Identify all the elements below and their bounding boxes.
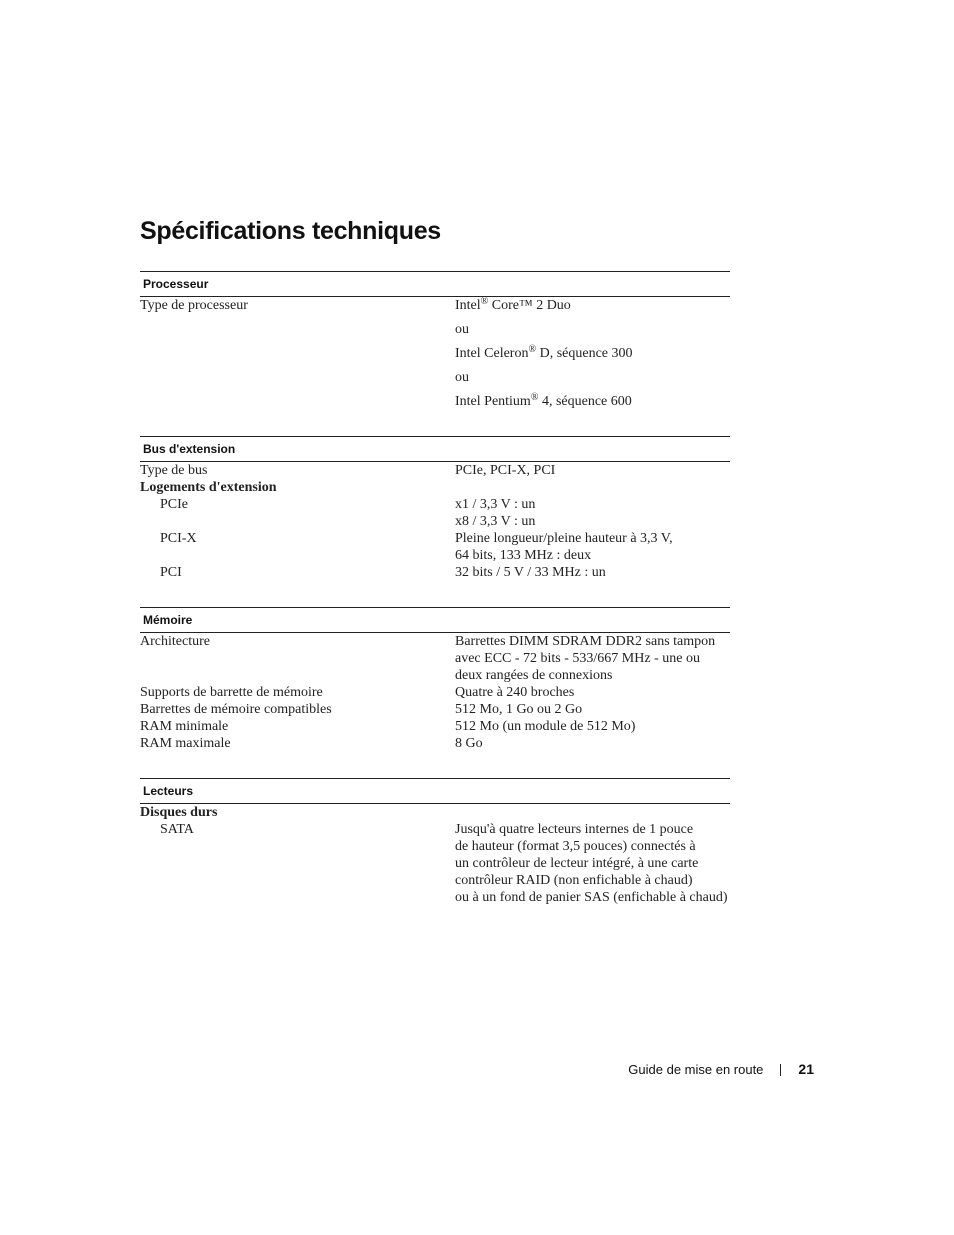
row-value: x1 / 3,3 V : un bbox=[455, 497, 536, 512]
table-row bbox=[140, 735, 730, 752]
page-title: Spécifications techniques bbox=[140, 217, 441, 245]
cpu-pentium: Intel Pentium bbox=[455, 394, 531, 409]
value-line: contrôleur RAID (non enfichable à chaud) bbox=[455, 873, 693, 888]
value-line: de hauteur (format 3,5 pouces) connectés à bbox=[455, 839, 696, 854]
cpu-pentium-rest: 4, séquence 600 bbox=[538, 394, 632, 409]
spec-table bbox=[140, 271, 730, 906]
section-heading: Mémoire bbox=[140, 608, 730, 633]
row-label: PCI bbox=[160, 565, 182, 580]
value-line: Jusqu'à quatre lecteurs internes de 1 pouce bbox=[455, 822, 694, 837]
guide-title: Guide de mise en route bbox=[628, 1062, 764, 1077]
row-value: PCIe, PCI-X, PCI bbox=[455, 463, 556, 478]
table-row bbox=[140, 530, 730, 564]
row-label: Type de bus bbox=[140, 463, 208, 478]
value-line: Barrettes DIMM SDRAM DDR2 sans tampon bbox=[455, 634, 716, 649]
value-line: 64 bits, 133 MHz : deux bbox=[455, 548, 592, 563]
row-value bbox=[455, 297, 730, 411]
registered-mark: ® bbox=[528, 344, 537, 355]
row-label: RAM minimale bbox=[140, 719, 229, 734]
section-header-processeur bbox=[140, 272, 730, 297]
row-value: 512 Mo, 1 Go ou 2 Go bbox=[455, 702, 583, 717]
value-line: ou à un fond de panier SAS (enfichable à chaud) bbox=[455, 890, 728, 905]
row-label: RAM maximale bbox=[140, 736, 231, 751]
row-value bbox=[455, 633, 730, 685]
footer-divider bbox=[780, 1064, 781, 1076]
cpu-celeron: Intel Celeron bbox=[455, 346, 529, 361]
value-line: Pleine longueur/pleine hauteur à 3,3 V, bbox=[455, 531, 673, 546]
table-row bbox=[140, 821, 730, 906]
row-value bbox=[455, 821, 730, 906]
row-label: Supports de barrette de mémoire bbox=[140, 685, 323, 700]
row-value: 8 Go bbox=[455, 736, 483, 751]
table-row bbox=[140, 513, 730, 530]
section-heading: Lecteurs bbox=[140, 779, 730, 804]
section-header-lecteurs bbox=[140, 779, 730, 804]
table-row bbox=[140, 496, 730, 513]
row-label: Barrettes de mémoire compatibles bbox=[140, 702, 332, 717]
table-row bbox=[140, 804, 730, 822]
page-number: 21 bbox=[798, 1061, 814, 1077]
value-line: un contrôleur de lecteur intégré, à une carte bbox=[455, 856, 699, 871]
or-text: ou bbox=[455, 322, 469, 337]
page-footer bbox=[628, 1061, 814, 1077]
row-value: 512 Mo (un module de 512 Mo) bbox=[455, 719, 636, 734]
cpu-celeron-rest: D, séquence 300 bbox=[536, 346, 633, 361]
row-value bbox=[455, 530, 730, 564]
section-heading: Bus d'extension bbox=[140, 437, 730, 462]
row-label: Disques durs bbox=[140, 805, 218, 820]
cpu-intel: Intel bbox=[455, 298, 481, 313]
table-row bbox=[140, 718, 730, 735]
row-value: 32 bits / 5 V / 33 MHz : un bbox=[455, 565, 606, 580]
section-header-memoire bbox=[140, 608, 730, 633]
table-row bbox=[140, 479, 730, 496]
value-line: avec ECC - 72 bits - 533/667 MHz - une ou bbox=[455, 651, 700, 666]
registered-mark: ® bbox=[480, 296, 489, 307]
table-row bbox=[140, 684, 730, 701]
table-row bbox=[140, 564, 730, 581]
table-row bbox=[140, 462, 730, 480]
table-row bbox=[140, 633, 730, 685]
row-label: Type de processeur bbox=[140, 298, 248, 313]
section-header-bus bbox=[140, 437, 730, 462]
row-label: Architecture bbox=[140, 634, 210, 649]
row-label: PCIe bbox=[160, 497, 188, 512]
row-label: PCI-X bbox=[160, 531, 197, 546]
row-value: Quatre à 240 broches bbox=[455, 685, 575, 700]
row-label: Logements d'extension bbox=[140, 480, 277, 495]
table-row bbox=[140, 701, 730, 718]
or-text: ou bbox=[455, 370, 469, 385]
row-label: SATA bbox=[160, 822, 194, 837]
row-value: x8 / 3,3 V : un bbox=[455, 514, 536, 529]
registered-mark: ® bbox=[530, 392, 539, 403]
cpu-core2: Core™ 2 Duo bbox=[488, 298, 571, 313]
table-row bbox=[140, 297, 730, 411]
value-line: deux rangées de connexions bbox=[455, 668, 613, 683]
section-heading: Processeur bbox=[140, 272, 730, 297]
